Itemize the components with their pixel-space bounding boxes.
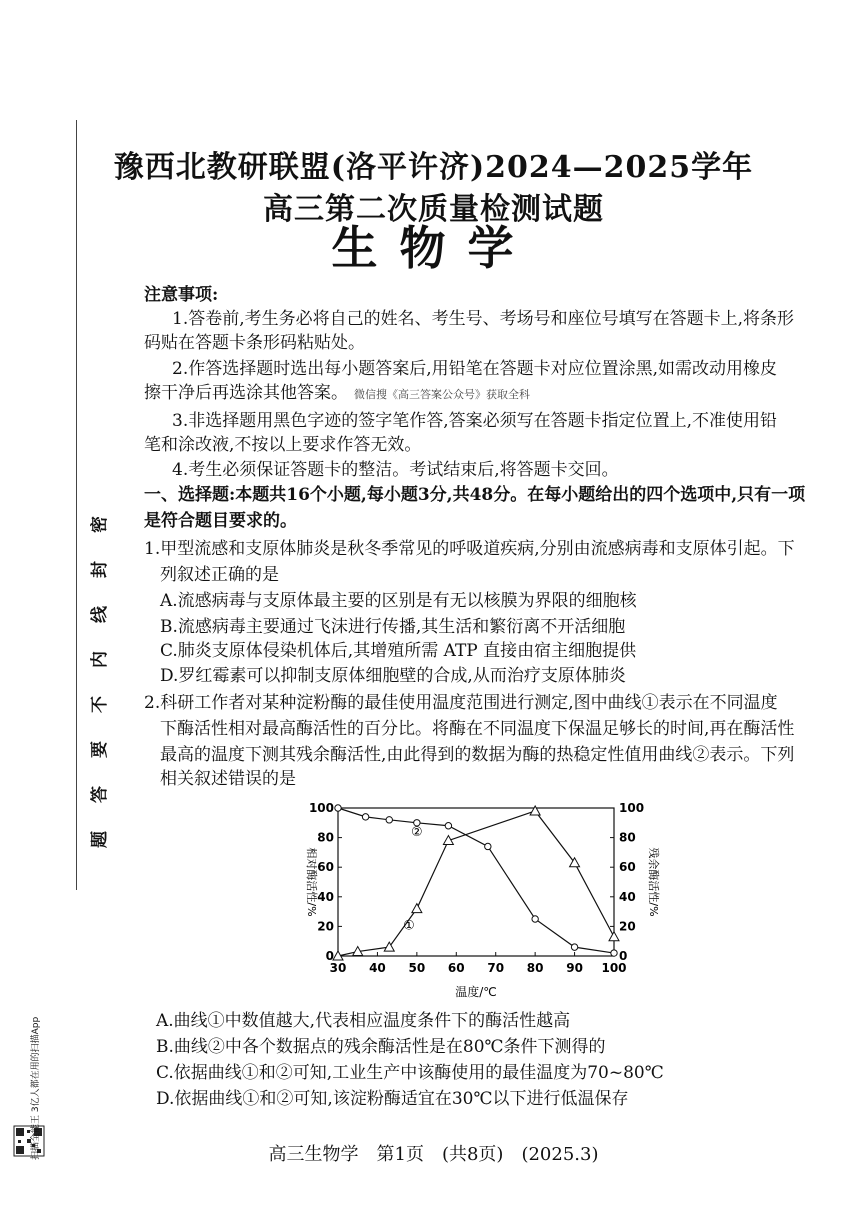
q2-option-b: B.曲线②中各个数据点的残余酶活性是在80℃条件下测得的 [156,1037,606,1057]
y-tick-label-left: 20 [317,919,334,934]
q2-stem-line1: 2.科研工作者对某种淀粉酶的最佳使用温度范围进行测定,图中曲线①表示在不同温度 [144,693,778,713]
series-label-1: ① [403,918,415,934]
series-line-2 [338,808,614,953]
q2-stem-line3: 最高的温度下测其残余酶活性,由此得到的数据为酶的热稳定性值用曲线②表示。下列 [160,745,795,765]
note-line-4: 擦干净后再选涂其他答案。 微信搜《高三答案公众号》获取全科 [144,383,530,403]
q1-option-c: C.肺炎支原体侵染机体后,其增殖所需 ATP 直接由宿主细胞提供 [160,641,637,661]
data-point-circle [532,916,538,922]
y-tick-label-left: 40 [317,889,334,904]
x-tick-label: 100 [601,961,627,975]
x-tick-label: 90 [566,961,583,975]
q2-stem-line4: 相关叙述错误的是 [160,769,296,789]
q1-stem-line1: 1.甲型流感和支原体肺炎是秋冬季常见的呼吸道疾病,分别由流感病毒和支原体引起。下 [144,539,795,559]
section1-line1: 一、选择题:本题共16个小题,每小题3分,共48分。在每小题给出的四个选项中,只有一项 [144,485,806,505]
y-axis-label-left: 相对酶活性/% [305,847,318,917]
plot-frame [338,808,614,956]
q1-option-a: A.流感病毒与支原体最主要的区别是有无以核膜为界限的细胞核 [160,591,637,611]
data-point-circle [571,944,577,950]
q2-option-d: D.依据曲线①和②可知,该淀粉酶适宜在30℃以下进行低温保存 [156,1089,629,1109]
data-point-circle [386,817,392,823]
data-point-triangle [384,942,394,951]
section1-line2: 是符合题目要求的。 [144,511,297,531]
series-label-2: ② [411,825,423,841]
notes-heading: 注意事项: [144,285,219,305]
y-tick-label-right: 40 [619,889,636,904]
y-tick-label-right: 0 [619,949,628,963]
data-point-circle [611,950,617,956]
seal-line-notice [86,512,108,852]
x-tick-label: 80 [526,961,544,975]
x-tick-label: 50 [408,961,426,975]
data-point-triangle [609,932,619,941]
data-point-triangle [530,806,540,815]
subject-title: 生物学 [331,221,536,275]
seal-char: 线 [89,606,110,623]
note-line-1: 1.答卷前,考生务必将自己的姓名、考生号、考场号和座位号填写在答题卡上,将条形 [172,309,795,329]
y-tick-label-left: 100 [308,801,334,815]
note-line-3: 2.作答选择题时选出每小题答案后,用铅笔在答题卡对应位置涂黑,如需改动用橡皮 [172,359,778,379]
exam-title-line2: 高三第二次质量检测试题 [263,192,604,227]
note-line-7: 4.考生必须保证答题卡的整洁。考试结束后,将答题卡交回。 [172,460,619,480]
x-axis-label: 温度/℃ [455,985,497,999]
seal-char: 题 [89,831,110,848]
q1-option-b: B.流感病毒主要通过飞沫进行传播,其生活和繁衍离不开活细胞 [160,617,626,637]
scanner-app-caption: 扫描全能王 3亿人都在用的扫描App [31,1016,41,1160]
watermark-text: 微信搜《高三答案公众号》获取全科 [354,388,530,401]
data-point-circle [485,843,491,849]
q1-stem-line2: 列叙述正确的是 [160,565,279,585]
y-tick-label-left: 0 [325,949,334,963]
seal-line [76,120,77,890]
seal-char: 不 [89,696,110,713]
x-tick-label: 30 [329,961,347,975]
data-point-circle [335,805,341,811]
y-tick-label-right: 100 [619,801,645,815]
x-tick-label: 40 [369,961,386,975]
data-point-triangle [443,836,453,845]
exam-title-line1: 豫西北教研联盟(洛平许济)2024—2025学年 [113,150,754,185]
x-tick-label: 70 [487,961,505,975]
note-line-2: 码贴在答题卡条形码粘贴处。 [144,333,365,353]
data-point-circle [445,823,451,829]
data-point-triangle [412,904,422,913]
seal-char: 答 [89,786,110,803]
note-line-5: 3.非选择题用黑色字迹的签字笔作答,答案必须写在答题卡指定位置上,不准使用铅 [172,411,778,431]
page-footer: 高三生物学 第1页 (共8页) (2025.3) [268,1144,599,1165]
series-line-1 [338,811,614,956]
seal-char: 密 [89,516,110,533]
y-tick-label-left: 80 [317,830,334,845]
seal-char: 要 [89,741,110,758]
y-tick-label-left: 60 [317,860,334,875]
y-axis-label-right: 残余酶活性/% [647,847,660,917]
y-tick-label-right: 60 [619,860,636,875]
y-tick-label-right: 80 [619,830,636,845]
note-line-6: 笔和涂改液,不按以上要求作答无效。 [144,435,422,455]
y-tick-label-right: 20 [619,919,636,934]
seal-char: 封 [89,561,110,578]
q2-option-c: C.依据曲线①和②可知,工业生产中该酶使用的最佳温度为70~80℃ [156,1063,664,1083]
data-point-circle [362,814,368,820]
seal-char: 内 [89,651,110,668]
q1-option-d: D.罗红霉素可以抑制支原体细胞壁的合成,从而治疗支原体肺炎 [160,666,626,686]
q2-option-a: A.曲线①中数值越大,代表相应温度条件下的酶活性越高 [156,1011,571,1031]
x-tick-label: 60 [447,961,465,975]
q2-stem-line2: 下酶活性相对最高酶活性的百分比。将酶在不同温度下保温足够长的时间,再在酶活性 [160,719,795,739]
enzyme-activity-chart [280,796,660,1006]
